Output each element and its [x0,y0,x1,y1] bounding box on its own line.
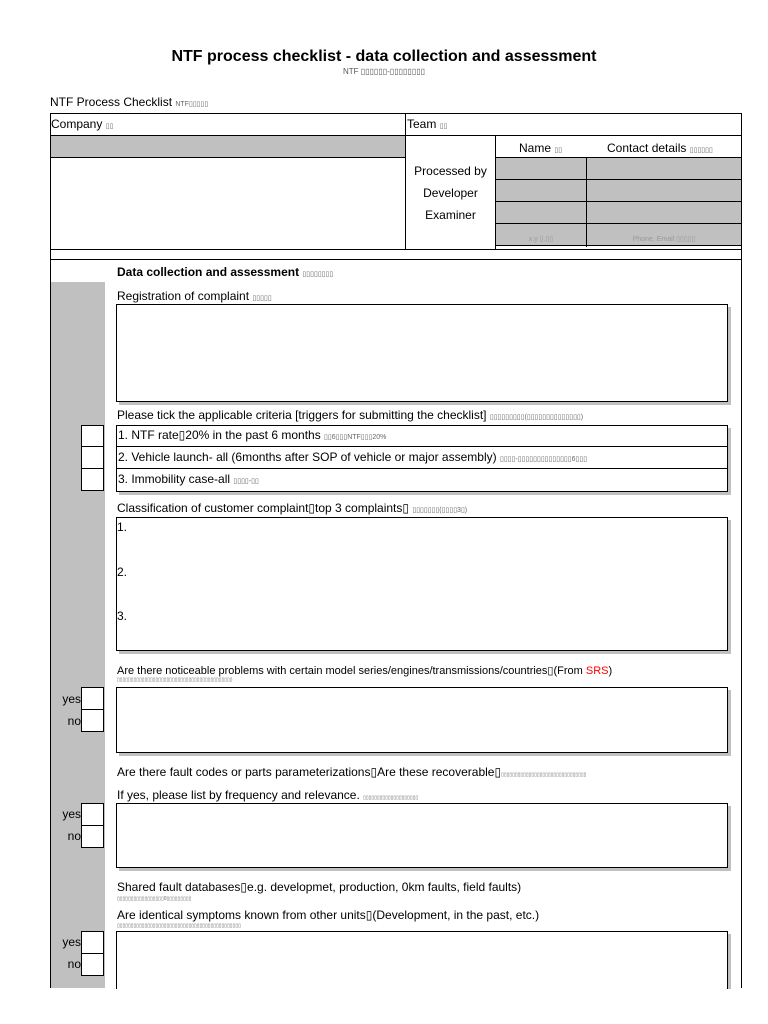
classification-label: Classification of customer complaint▯top 3 complaints▯ ▯▯▯▯▯▯▯(▯▯▯▯3▯) [117,501,468,515]
question-3-cn: ▯▯▯▯▯▯▯▯▯▯▯▯▯▯▯▯▯0▯▯▯▯▯▯▯▯▯ [117,896,192,902]
question-1-cn: ▯▯▯▯▯▯▯▯▯▯▯▯▯▯▯▯▯▯▯▯▯▯▯▯▯▯▯▯▯▯▯▯▯▯▯▯▯▯▯▯▯▯ [117,677,233,683]
developer-contact-field[interactable] [587,180,741,201]
question-1-label: Are there noticeable problems with certain model series/engines/transmissions/countries▯(From SRS) [117,665,613,677]
question-3-yes-label: yes [62,935,81,949]
company-team-divider [405,113,406,250]
complaint-item-3: 3. [117,609,128,623]
developer-name-field[interactable] [496,180,586,201]
question-1-no-label: no [67,714,81,728]
role-examiner: Examiner [425,208,476,222]
body-top-line [50,259,742,260]
registration-textarea[interactable] [116,304,728,402]
examiner-name-field[interactable] [496,202,586,223]
question-3-textarea[interactable] [116,931,728,997]
frame-top-line [50,113,742,114]
team-members-area[interactable] [51,158,405,249]
company-label: Company ▯▯ [51,117,114,131]
question-1-textarea[interactable] [116,687,728,753]
criterion-1-checkbox[interactable] [81,425,104,447]
question-1-yes-checkbox[interactable] [81,687,104,710]
criterion-2-checkbox[interactable] [81,446,104,469]
table-row-line-5 [495,245,742,246]
classification-textarea[interactable] [116,517,728,651]
question-3-yes-checkbox[interactable] [81,931,104,954]
question-3-no-checkbox[interactable] [81,953,104,976]
examiner-contact-field[interactable] [587,202,741,223]
complaint-item-1: 1. [117,520,128,534]
processed-by-name-field[interactable] [496,158,586,179]
document-title: NTF process checklist - data collection and assessment [171,48,597,65]
section-label: NTF Process Checklist NTF▯▯▯▯▯ [50,95,209,109]
role-processed-by: Processed by [414,164,487,178]
contact-placeholder: Phone, Email ▯▯▯▯▯ [632,236,696,243]
contact-column-header: Contact details ▯▯▯▯▯▯ [607,141,713,155]
question-2-label: Are there fault codes or parts parameterizations▯Are these recoverable▯▯▯▯▯▯▯▯▯▯▯▯▯▯▯▯▯▯▯▯▯▯▯▯▯▯▯▯▯▯▯▯ [117,765,587,779]
question-3-sub-cn: ▯▯▯▯▯▯▯▯▯▯▯▯▯▯▯▯▯▯▯▯▯▯▯▯▯▯▯▯▯▯▯▯▯▯▯▯▯▯▯▯▯▯▯▯▯ [117,923,241,929]
question-2-no-label: no [67,829,81,843]
question-2-yes-checkbox[interactable] [81,803,104,826]
criteria-divider-1 [116,446,728,447]
role-developer: Developer [423,186,478,200]
question-3-no-label: no [67,957,81,971]
registration-label: Registration of complaint ▯▯▯▯▯ [117,289,272,303]
question-3-label: Shared fault databases▯e.g. developmet, production, 0km faults, field faults) [117,880,522,894]
checkbox-sidebar [51,282,105,988]
question-3-sub-label: Are identical symptoms known from other units▯(Development, in the past, etc.) [117,908,540,922]
page-bottom-margin [0,989,768,1024]
criteria-prompt: Please tick the applicable criteria [triggers for submitting the checklist] ▯▯▯▯▯▯▯▯▯(▯▯▯▯▯▯▯▯▯▯▯▯▯▯) [117,408,584,422]
header-bottom-line [50,249,742,250]
question-2-yes-label: yes [62,807,81,821]
question-2-textarea[interactable] [116,803,728,868]
question-1-no-checkbox[interactable] [81,709,104,732]
name-placeholder: x.y ▯.▯▯ [528,236,554,243]
criterion-3-label: 3. Immobility case-all ▯▯▯▯-▯▯ [118,472,259,486]
name-column-header: Name ▯▯ [519,141,563,155]
section-heading: Data collection and assessment ▯▯▯▯▯▯▯▯ [117,265,334,279]
question-1-yes-label: yes [62,692,81,706]
srs-highlight: SRS [585,665,609,677]
criterion-3-checkbox[interactable] [81,468,104,491]
question-2-sub-label: If yes, please list by frequency and relevance. ▯▯▯▯▯▯▯▯▯▯▯▯▯▯▯▯▯▯▯▯ [117,788,419,802]
document-subtitle-cn: NTF ▯▯▯▯▯▯-▯▯▯▯▯▯▯▯ [342,67,426,76]
processed-by-contact-field[interactable] [587,158,741,179]
company-value-field[interactable] [51,136,405,157]
criterion-2-label: 2. Vehicle launch- all (6months after SOP of vehicle or major assembly) ▯▯▯▯-▯▯▯▯▯▯▯▯▯▯▯▯▯▯6▯▯▯ [118,450,588,464]
complaint-item-2: 2. [117,565,128,579]
question-2-no-checkbox[interactable] [81,825,104,848]
criteria-divider-2 [116,468,728,469]
team-label: Team ▯▯ [407,117,448,131]
criterion-1-label: 1. NTF rate▯20% in the past 6 months ▯▯6▯▯▯NTF▯▯▯20% [118,428,387,442]
